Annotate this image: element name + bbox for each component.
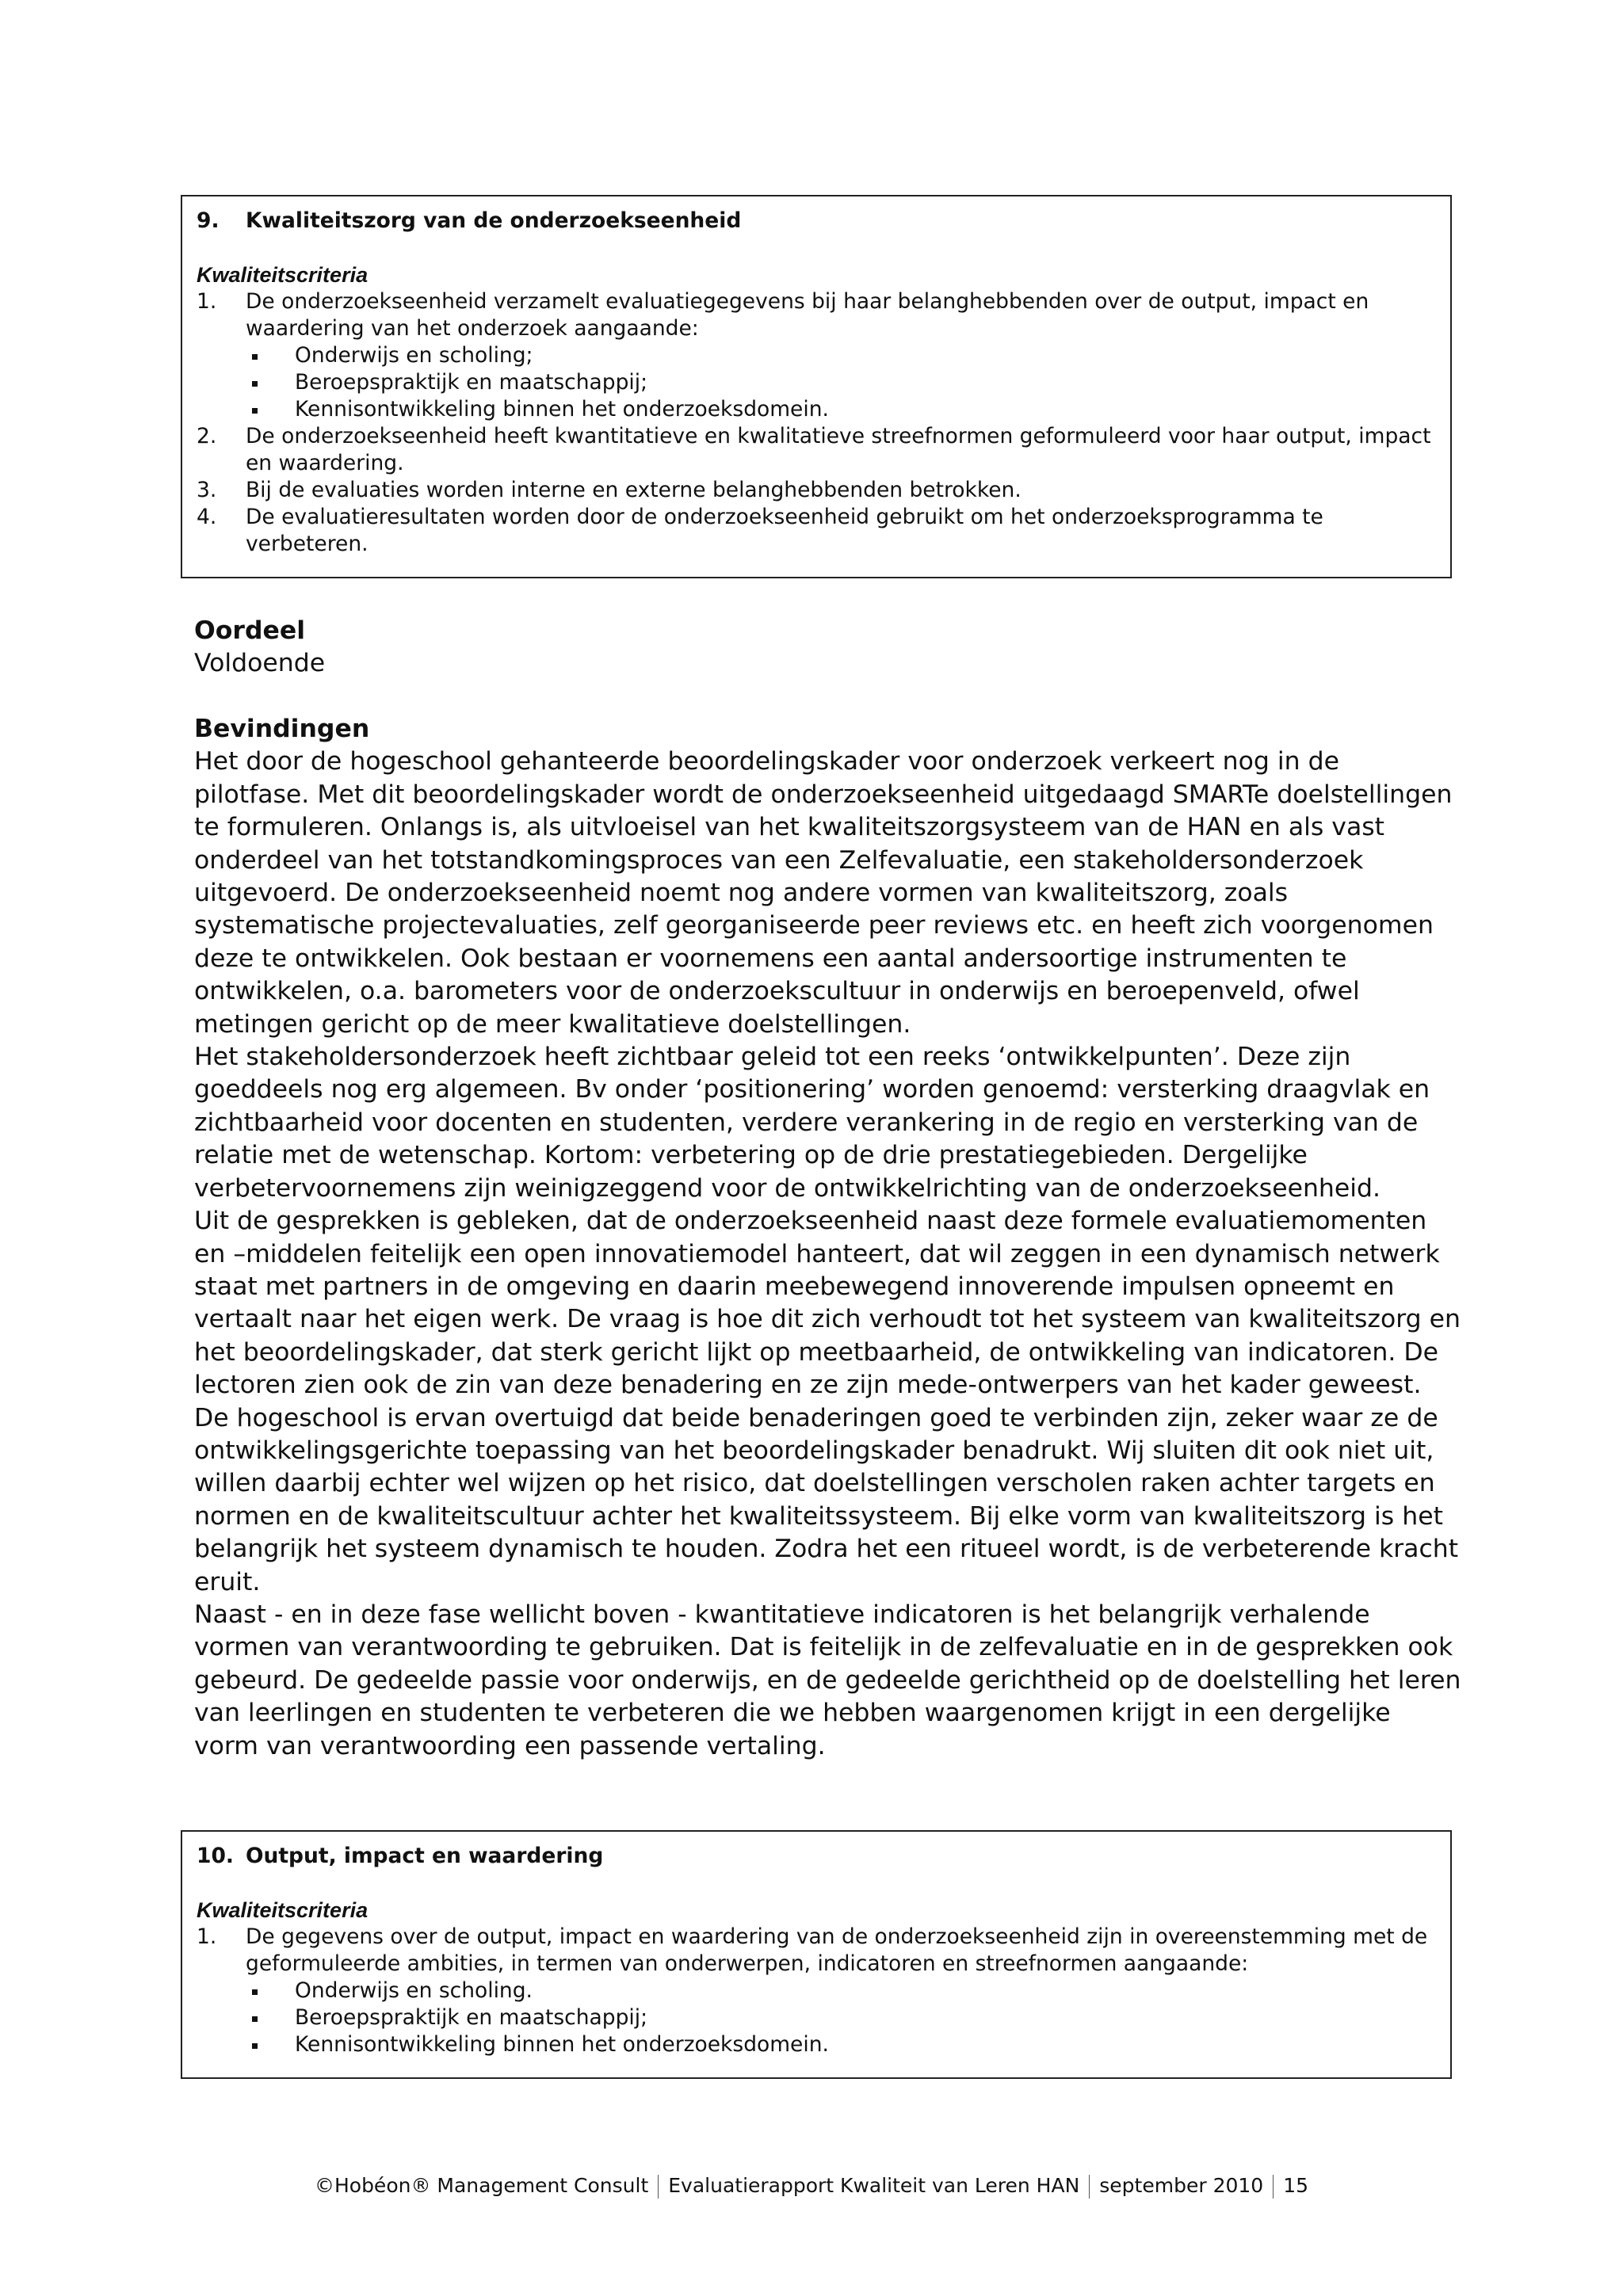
bullet-text: Onderwijs en scholing; bbox=[295, 343, 533, 368]
body-paragraph: Het door de hogeschool gehanteerde beoordelingskader voor onderzoek verkeert nog in de pilotfase. Met dit beoordelingskader wordt de onderzoekseenheid uitgedaagd SMARTe doelstellingen te formuleren. Onlangs is, als uitvloeisel van het kwaliteitszorgsysteem van de HAN en als vast onderdeel van het totstandkomingsproces van een Zelfevaluatie, een stakeholdersonderzoek uitgevoerd. De onderzoekseenheid noemt nog andere vormen van kwaliteitszorg, zoals systematische projectevaluaties, zelf georganiseerde peer reviews etc. en heeft zich voorgenomen deze te ontwikkelen. Ook bestaan er voornemens een aantal andersoortige instrumenten te ontwikkelen, o.a. barometers voor de onderzoekscultuur in onderwijs en beroepenveld, ofwel metingen gericht op de meer kwalitatieve doelstellingen. bbox=[194, 747, 1453, 1039]
body-paragraph: Het stakeholdersonderzoek heeft zichtbaar geleid tot een reeks ‘ontwikkelpunten’. Deze zijn goeddeels nog erg algemeen. Bv onder ‘positionering’ worden genoemd: versterking draagvlak en zichtbaarheid voor docenten en studenten, verdere verankering in de regio en versterking van de relatie met de wetenschap. Kortom: verbetering op de drie prestatiegebieden. Dergelijke verbetervoornemens zijn weinigzeggend voor de ontwikkelrichting van de onderzoekseenheid. bbox=[194, 1043, 1430, 1203]
criteria-box-9 bbox=[181, 195, 1452, 578]
square-bullet-icon bbox=[246, 396, 295, 423]
bullet-item bbox=[197, 1978, 1434, 2004]
bullet-text: Beroepspraktijk en maatschappij; bbox=[295, 2005, 648, 2030]
item-text-body: De onderzoekseenheid verzamelt evaluatiegegevens bij haar belanghebbenden over de output, impact en waardering van het onderzoek aangaande: bbox=[246, 289, 1369, 341]
bullet-list bbox=[197, 1978, 1434, 2058]
criteria-title bbox=[197, 208, 1434, 235]
footer-report-title: Evaluatierapport Kwaliteit van Leren HAN bbox=[668, 2174, 1080, 2197]
square-bullet-icon bbox=[246, 342, 295, 369]
criteria-list bbox=[197, 1924, 1434, 2058]
square-bullet-icon bbox=[246, 1978, 295, 2004]
criteria-title-text: Output, impact en waardering bbox=[246, 1844, 604, 1868]
body-paragraph: Uit de gesprekken is gebleken, dat de onderzoekseenheid naast deze formele evaluatiemomenten en –middelen feitelijk een open innovatiemodel hanteert, dat wil zeggen in een dynamisch netwerk staat met partners in de omgeving en daarin meebewegend innoverende impulsen opneemt en vertaalt naar het eigen werk. De vraag is hoe dit zich verhoudt tot het systeem van kwaliteitszorg en het beoordelingskader, dat sterk gericht lijkt op meetbaarheid, de ontwikkeling van indicatoren. De lectoren zien ook de zin van deze benadering en ze zijn mede-ontwerpers van het kader geweest. De hogeschool is ervan overtuigd dat beide benaderingen goed te verbinden zijn, zeker waar ze de ontwikkelingsgerichte toepassing van het beoordelingskader benadrukt. Wij sluiten dit ook niet uit, willen daarbij echter wel wijzen op het risico, dat doelstellingen verscholen raken achter targets en normen en de kwaliteitscultuur achter het kwaliteitssysteem. Bij elke vorm van kwaliteitszorg is het belangrijk het systeem dynamisch te houden. Zodra het een ritueel wordt, is de verbeterende kracht eruit. bbox=[194, 1207, 1461, 1596]
item-text: Bij de evaluaties worden interne en externe belanghebbenden betrokken. bbox=[246, 478, 1022, 502]
item-number: 2. bbox=[197, 424, 217, 448]
bullet-item bbox=[197, 342, 1434, 369]
footer-page-number: 15 bbox=[1283, 2174, 1309, 2197]
footer-separator bbox=[658, 2175, 659, 2199]
bullet-item bbox=[197, 2004, 1434, 2031]
bullet-text: Kennisontwikkeling binnen het onderzoeksdomein. bbox=[295, 397, 829, 421]
criteria-item bbox=[197, 423, 1434, 477]
bullet-group bbox=[197, 1978, 1434, 2058]
section-heading: Bevindingen bbox=[194, 715, 370, 743]
footer-separator bbox=[1089, 2175, 1090, 2199]
item-text bbox=[246, 288, 1434, 342]
criteria-item bbox=[197, 477, 1434, 504]
bullet-item bbox=[197, 369, 1434, 396]
criteria-number: 10. bbox=[197, 1844, 234, 1868]
criteria-item bbox=[197, 1924, 1434, 1978]
criteria-title-text: Kwaliteitszorg van de onderzoekseenheid bbox=[246, 208, 742, 233]
item-number: 4. bbox=[197, 505, 217, 529]
criteria-list bbox=[197, 288, 1434, 558]
section-heading: Oordeel bbox=[194, 616, 306, 645]
square-bullet-icon bbox=[246, 369, 295, 396]
criteria-number: 9. bbox=[197, 208, 220, 233]
bullet-item bbox=[197, 2031, 1434, 2058]
criteria-item bbox=[197, 504, 1434, 558]
oordeel-section bbox=[194, 615, 1462, 681]
bullet-text: Onderwijs en scholing. bbox=[295, 1978, 533, 2003]
bevindingen-section bbox=[194, 713, 1462, 1763]
footer-separator bbox=[1273, 2175, 1274, 2199]
criteria-title bbox=[197, 1843, 1434, 1870]
footer-date: september 2010 bbox=[1099, 2174, 1264, 2197]
page-footer bbox=[0, 2174, 1623, 2199]
criteria-item bbox=[197, 288, 1434, 342]
item-number: 1. bbox=[197, 289, 217, 314]
footer-company: ©Hobéon® Management Consult bbox=[314, 2174, 649, 2197]
oordeel-value: Voldoende bbox=[194, 649, 326, 678]
item-text: De onderzoekseenheid heeft kwantitatieve en kwalitatieve streefnormen geformuleerd voor haar output, impact en waardering. bbox=[246, 424, 1431, 475]
item-text: De evaluatieresultaten worden door de onderzoekseenheid gebruikt om het onderzoeksprogramma te verbeteren. bbox=[246, 505, 1323, 556]
criteria-subtitle: Kwaliteitscriteria bbox=[197, 1898, 369, 1922]
bullet-text: Kennisontwikkeling binnen het onderzoeksdomein. bbox=[295, 2032, 829, 2057]
criteria-box-10 bbox=[181, 1830, 1452, 2079]
criteria-subtitle: Kwaliteitscriteria bbox=[197, 263, 369, 287]
square-bullet-icon bbox=[246, 2031, 295, 2058]
bullet-list bbox=[197, 342, 1434, 423]
bullet-item bbox=[197, 396, 1434, 423]
item-text: De gegevens over de output, impact en waardering van de onderzoekseenheid zijn in overeenstemming met de geformuleerde ambities, in termen van onderwerpen, indicatoren en streefnormen aangaande: bbox=[246, 1924, 1428, 1976]
item-number: 1. bbox=[197, 1924, 217, 1949]
item-number: 3. bbox=[197, 478, 217, 502]
square-bullet-icon bbox=[246, 2004, 295, 2031]
bullet-text: Beroepspraktijk en maatschappij; bbox=[295, 370, 648, 395]
bullet-group bbox=[197, 342, 1434, 423]
body-paragraph: Naast - en in deze fase wellicht boven - kwantitatieve indicatoren is het belangrijk verhalende vormen van verantwoording te gebruiken. Dat is feitelijk in de zelfevaluatie en in de gesprekken ook gebeurd. De gedeelde passie voor onderwijs, en de gedeelde gerichtheid op de doelstelling het leren van leerlingen en studenten te verbeteren die we hebben waargenomen krijgt in een dergelijke vorm van verantwoording een passende vertaling. bbox=[194, 1600, 1461, 1760]
